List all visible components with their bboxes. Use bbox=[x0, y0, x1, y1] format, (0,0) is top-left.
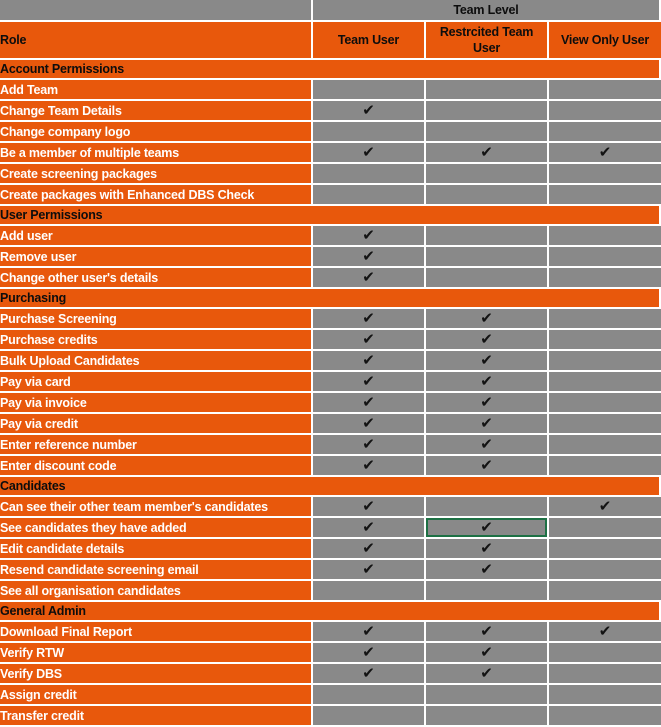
table-row bbox=[0, 685, 661, 706]
permission-label-change-team-details: Change Team Details bbox=[0, 101, 313, 122]
cell-resend-candidate-screening-email-team-user[interactable] bbox=[313, 560, 426, 581]
section-title-candidates: Candidates bbox=[0, 477, 661, 497]
check-icon: ✔ bbox=[362, 664, 375, 682]
check-icon: ✔ bbox=[362, 101, 375, 119]
cell-transfer-credit-view-only-user[interactable] bbox=[549, 706, 661, 727]
cell-create-screening-packages-view-only-user[interactable] bbox=[549, 164, 661, 185]
table-row bbox=[0, 122, 661, 143]
permission-label-change-company-logo: Change company logo bbox=[0, 122, 313, 143]
table-row bbox=[0, 330, 661, 351]
cell-add-user-restrcited-team-user[interactable] bbox=[426, 226, 549, 247]
cell-resend-candidate-screening-email-view-only-user[interactable] bbox=[549, 560, 661, 581]
cell-pay-via-card-team-user[interactable] bbox=[313, 372, 426, 393]
check-icon: ✔ bbox=[480, 309, 493, 327]
check-icon: ✔ bbox=[362, 560, 375, 578]
cell-see-candidates-they-have-added-team-user[interactable] bbox=[313, 518, 426, 539]
section-title-general-admin: General Admin bbox=[0, 602, 661, 622]
check-icon: ✔ bbox=[480, 435, 493, 453]
cell-pay-via-invoice-team-user[interactable] bbox=[313, 393, 426, 414]
cell-can-see-their-other-team-member-s-candidates-view-only-user[interactable] bbox=[549, 497, 661, 518]
table-row bbox=[0, 164, 661, 185]
table-row bbox=[0, 539, 661, 560]
check-icon: ✔ bbox=[362, 330, 375, 348]
permission-label-pay-via-invoice: Pay via invoice bbox=[0, 393, 313, 414]
cell-verify-rtw-restrcited-team-user[interactable] bbox=[426, 643, 549, 664]
cell-purchase-screening-view-only-user[interactable] bbox=[549, 309, 661, 330]
permission-label-create-packages-with-enhanced-dbs-check: Create packages with Enhanced DBS Check bbox=[0, 185, 313, 206]
cell-change-team-details-view-only-user[interactable] bbox=[549, 101, 661, 122]
table-row bbox=[0, 185, 661, 206]
cell-bulk-upload-candidates-team-user[interactable] bbox=[313, 351, 426, 372]
cell-purchase-credits-team-user[interactable] bbox=[313, 330, 426, 351]
section-header-row bbox=[0, 602, 661, 622]
header-col-view-only-user[interactable]: View Only User bbox=[549, 22, 661, 60]
permission-label-can-see-their-other-team-member-s-candidates: Can see their other team member's candidates bbox=[0, 497, 313, 518]
cell-assign-credit-view-only-user[interactable] bbox=[549, 685, 661, 706]
table-row bbox=[0, 706, 661, 727]
permission-label-purchase-credits: Purchase credits bbox=[0, 330, 313, 351]
table-row bbox=[0, 560, 661, 581]
check-icon: ✔ bbox=[480, 560, 493, 578]
cell-add-user-view-only-user[interactable] bbox=[549, 226, 661, 247]
section-header-row bbox=[0, 206, 661, 226]
check-icon: ✔ bbox=[480, 351, 493, 369]
check-icon: ✔ bbox=[480, 643, 493, 661]
table-row bbox=[0, 497, 661, 518]
permission-label-verify-dbs: Verify DBS bbox=[0, 664, 313, 685]
check-icon: ✔ bbox=[598, 143, 612, 161]
cell-enter-discount-code-restrcited-team-user[interactable] bbox=[426, 456, 549, 477]
header-role: Role bbox=[0, 22, 313, 60]
check-icon: ✔ bbox=[362, 226, 375, 244]
cell-enter-discount-code-team-user[interactable] bbox=[313, 456, 426, 477]
check-icon: ✔ bbox=[480, 456, 493, 474]
permission-label-edit-candidate-details: Edit candidate details bbox=[0, 539, 313, 560]
cell-transfer-credit-team-user[interactable] bbox=[313, 706, 426, 727]
check-icon: ✔ bbox=[480, 414, 493, 432]
table-row bbox=[0, 143, 661, 164]
table-row bbox=[0, 622, 661, 643]
check-icon: ✔ bbox=[362, 247, 375, 265]
cell-pay-via-card-view-only-user[interactable] bbox=[549, 372, 661, 393]
cell-change-company-logo-view-only-user[interactable] bbox=[549, 122, 661, 143]
header-col-restricted-team-user[interactable]: Restrcited Team User bbox=[426, 22, 549, 60]
cell-edit-candidate-details-restrcited-team-user[interactable] bbox=[426, 539, 549, 560]
permission-label-bulk-upload-candidates: Bulk Upload Candidates bbox=[0, 351, 313, 372]
permission-label-see-candidates-they-have-added: See candidates they have added bbox=[0, 518, 313, 539]
cell-remove-user-restrcited-team-user[interactable] bbox=[426, 247, 549, 268]
section-header-row bbox=[0, 477, 661, 497]
permission-label-enter-discount-code: Enter discount code bbox=[0, 456, 313, 477]
cell-download-final-report-view-only-user[interactable] bbox=[549, 622, 661, 643]
permission-label-add-team: Add Team bbox=[0, 80, 313, 101]
check-icon: ✔ bbox=[362, 497, 375, 515]
cell-add-team-view-only-user[interactable] bbox=[549, 80, 661, 101]
permission-label-download-final-report: Download Final Report bbox=[0, 622, 313, 643]
permission-label-pay-via-card: Pay via card bbox=[0, 372, 313, 393]
selected-cell[interactable] bbox=[426, 518, 549, 539]
cell-remove-user-team-user[interactable] bbox=[313, 247, 426, 268]
cell-edit-candidate-details-view-only-user[interactable] bbox=[549, 539, 661, 560]
section-header-row bbox=[0, 60, 661, 80]
cell-enter-reference-number-team-user[interactable] bbox=[313, 435, 426, 456]
cell-change-company-logo-team-user[interactable] bbox=[313, 122, 426, 143]
permission-label-change-other-user-s-details: Change other user's details bbox=[0, 268, 313, 289]
cell-verify-dbs-restrcited-team-user[interactable] bbox=[426, 664, 549, 685]
permission-label-create-screening-packages: Create screening packages bbox=[0, 164, 313, 185]
check-icon: ✔ bbox=[362, 268, 375, 286]
table-row bbox=[0, 664, 661, 685]
cell-change-other-user-s-details-team-user[interactable] bbox=[313, 268, 426, 289]
group-header-team-level: Team Level bbox=[313, 0, 661, 22]
cell-verify-rtw-team-user[interactable] bbox=[313, 643, 426, 664]
permission-label-see-all-organisation-candidates: See all organisation candidates bbox=[0, 581, 313, 602]
cell-pay-via-credit-view-only-user[interactable] bbox=[549, 414, 661, 435]
table-row bbox=[0, 101, 661, 122]
permission-label-transfer-credit: Transfer credit bbox=[0, 706, 313, 727]
check-icon: ✔ bbox=[480, 622, 493, 640]
section-title-user-permissions: User Permissions bbox=[0, 206, 661, 226]
check-icon: ✔ bbox=[480, 143, 493, 161]
check-icon: ✔ bbox=[480, 518, 493, 536]
table-row bbox=[0, 643, 661, 664]
check-icon: ✔ bbox=[598, 497, 612, 515]
cell-remove-user-view-only-user[interactable] bbox=[549, 247, 661, 268]
section-title-purchasing: Purchasing bbox=[0, 289, 661, 309]
permission-label-verify-rtw: Verify RTW bbox=[0, 643, 313, 664]
cell-bulk-upload-candidates-view-only-user[interactable] bbox=[549, 351, 661, 372]
table-row bbox=[0, 414, 661, 435]
check-icon: ✔ bbox=[362, 393, 375, 411]
cell-purchase-screening-restrcited-team-user[interactable] bbox=[426, 309, 549, 330]
cell-pay-via-invoice-view-only-user[interactable] bbox=[549, 393, 661, 414]
check-icon: ✔ bbox=[362, 518, 375, 536]
cell-download-final-report-restrcited-team-user[interactable] bbox=[426, 622, 549, 643]
cell-bulk-upload-candidates-restrcited-team-user[interactable] bbox=[426, 351, 549, 372]
cell-verify-dbs-team-user[interactable] bbox=[313, 664, 426, 685]
cell-purchase-screening-team-user[interactable] bbox=[313, 309, 426, 330]
cell-be-a-member-of-multiple-teams-team-user[interactable] bbox=[313, 143, 426, 164]
cell-see-all-organisation-candidates-restrcited-team-user[interactable] bbox=[426, 581, 549, 602]
check-icon: ✔ bbox=[362, 309, 375, 327]
check-icon: ✔ bbox=[480, 393, 493, 411]
table-row bbox=[0, 226, 661, 247]
cell-change-other-user-s-details-restrcited-team-user[interactable] bbox=[426, 268, 549, 289]
table-row bbox=[0, 247, 661, 268]
permission-label-pay-via-credit: Pay via credit bbox=[0, 414, 313, 435]
permission-label-purchase-screening: Purchase Screening bbox=[0, 309, 313, 330]
cell-enter-reference-number-restrcited-team-user[interactable] bbox=[426, 435, 549, 456]
cell-verify-rtw-view-only-user[interactable] bbox=[549, 643, 661, 664]
cell-can-see-their-other-team-member-s-candidates-team-user[interactable] bbox=[313, 497, 426, 518]
check-icon: ✔ bbox=[362, 414, 375, 432]
section-header-row bbox=[0, 289, 661, 309]
cell-purchase-credits-restrcited-team-user[interactable] bbox=[426, 330, 549, 351]
cell-pay-via-credit-restrcited-team-user[interactable] bbox=[426, 414, 549, 435]
check-icon: ✔ bbox=[362, 435, 375, 453]
check-icon: ✔ bbox=[362, 372, 375, 390]
table-row bbox=[0, 268, 661, 289]
cell-change-team-details-team-user[interactable] bbox=[313, 101, 426, 122]
cell-enter-reference-number-view-only-user[interactable] bbox=[549, 435, 661, 456]
cell-purchase-credits-view-only-user[interactable] bbox=[549, 330, 661, 351]
permission-label-resend-candidate-screening-email: Resend candidate screening email bbox=[0, 560, 313, 581]
cell-create-packages-with-enhanced-dbs-check-team-user[interactable] bbox=[313, 185, 426, 206]
check-icon: ✔ bbox=[362, 456, 375, 474]
cell-create-packages-with-enhanced-dbs-check-restrcited-team-user[interactable] bbox=[426, 185, 549, 206]
check-icon: ✔ bbox=[362, 622, 375, 640]
cell-change-company-logo-restrcited-team-user[interactable] bbox=[426, 122, 549, 143]
permission-label-add-user: Add user bbox=[0, 226, 313, 247]
check-icon: ✔ bbox=[362, 643, 375, 661]
cell-add-team-team-user[interactable] bbox=[313, 80, 426, 101]
check-icon: ✔ bbox=[362, 539, 375, 557]
check-icon: ✔ bbox=[480, 664, 493, 682]
cell-be-a-member-of-multiple-teams-restrcited-team-user[interactable] bbox=[426, 143, 549, 164]
check-icon: ✔ bbox=[480, 330, 493, 348]
cell-enter-discount-code-view-only-user[interactable] bbox=[549, 456, 661, 477]
cell-add-team-restrcited-team-user[interactable] bbox=[426, 80, 549, 101]
cell-edit-candidate-details-team-user[interactable] bbox=[313, 539, 426, 560]
cell-transfer-credit-restrcited-team-user[interactable] bbox=[426, 706, 549, 727]
cell-pay-via-card-restrcited-team-user[interactable] bbox=[426, 372, 549, 393]
cell-assign-credit-restrcited-team-user[interactable] bbox=[426, 685, 549, 706]
table-row bbox=[0, 372, 661, 393]
cell-create-screening-packages-restrcited-team-user[interactable] bbox=[426, 164, 549, 185]
cell-create-packages-with-enhanced-dbs-check-view-only-user[interactable] bbox=[549, 185, 661, 206]
permission-label-remove-user: Remove user bbox=[0, 247, 313, 268]
header-col-team-user[interactable]: Team User bbox=[313, 22, 426, 60]
check-icon: ✔ bbox=[362, 351, 375, 369]
table-row bbox=[0, 80, 661, 101]
table-row bbox=[0, 393, 661, 414]
permission-label-assign-credit: Assign credit bbox=[0, 685, 313, 706]
column-header-row bbox=[0, 22, 661, 60]
cell-see-candidates-they-have-added-view-only-user[interactable] bbox=[549, 518, 661, 539]
check-icon: ✔ bbox=[362, 143, 375, 161]
check-icon: ✔ bbox=[480, 372, 493, 390]
cell-verify-dbs-view-only-user[interactable] bbox=[549, 664, 661, 685]
cell-change-other-user-s-details-view-only-user[interactable] bbox=[549, 268, 661, 289]
table-row bbox=[0, 351, 661, 372]
group-header-row bbox=[0, 0, 661, 22]
cell-can-see-their-other-team-member-s-candidates-restrcited-team-user[interactable] bbox=[426, 497, 549, 518]
cell-pay-via-credit-team-user[interactable] bbox=[313, 414, 426, 435]
table-row bbox=[0, 435, 661, 456]
table-row bbox=[0, 518, 661, 539]
cell-be-a-member-of-multiple-teams-view-only-user[interactable] bbox=[549, 143, 661, 164]
cell-assign-credit-team-user[interactable] bbox=[313, 685, 426, 706]
table-row bbox=[0, 456, 661, 477]
cell-see-all-organisation-candidates-team-user[interactable] bbox=[313, 581, 426, 602]
corner-blank-cell bbox=[0, 0, 313, 22]
cell-add-user-team-user[interactable] bbox=[313, 226, 426, 247]
cell-create-screening-packages-team-user[interactable] bbox=[313, 164, 426, 185]
cell-change-team-details-restrcited-team-user[interactable] bbox=[426, 101, 549, 122]
permission-label-enter-reference-number: Enter reference number bbox=[0, 435, 313, 456]
table-row bbox=[0, 581, 661, 602]
cell-resend-candidate-screening-email-restrcited-team-user[interactable] bbox=[426, 560, 549, 581]
cell-download-final-report-team-user[interactable] bbox=[313, 622, 426, 643]
permission-label-be-a-member-of-multiple-teams: Be a member of multiple teams bbox=[0, 143, 313, 164]
table-row bbox=[0, 309, 661, 330]
check-icon: ✔ bbox=[480, 539, 493, 557]
section-title-account-permissions: Account Permissions bbox=[0, 60, 661, 80]
cell-pay-via-invoice-restrcited-team-user[interactable] bbox=[426, 393, 549, 414]
cell-see-all-organisation-candidates-view-only-user[interactable] bbox=[549, 581, 661, 602]
check-icon: ✔ bbox=[598, 622, 612, 640]
